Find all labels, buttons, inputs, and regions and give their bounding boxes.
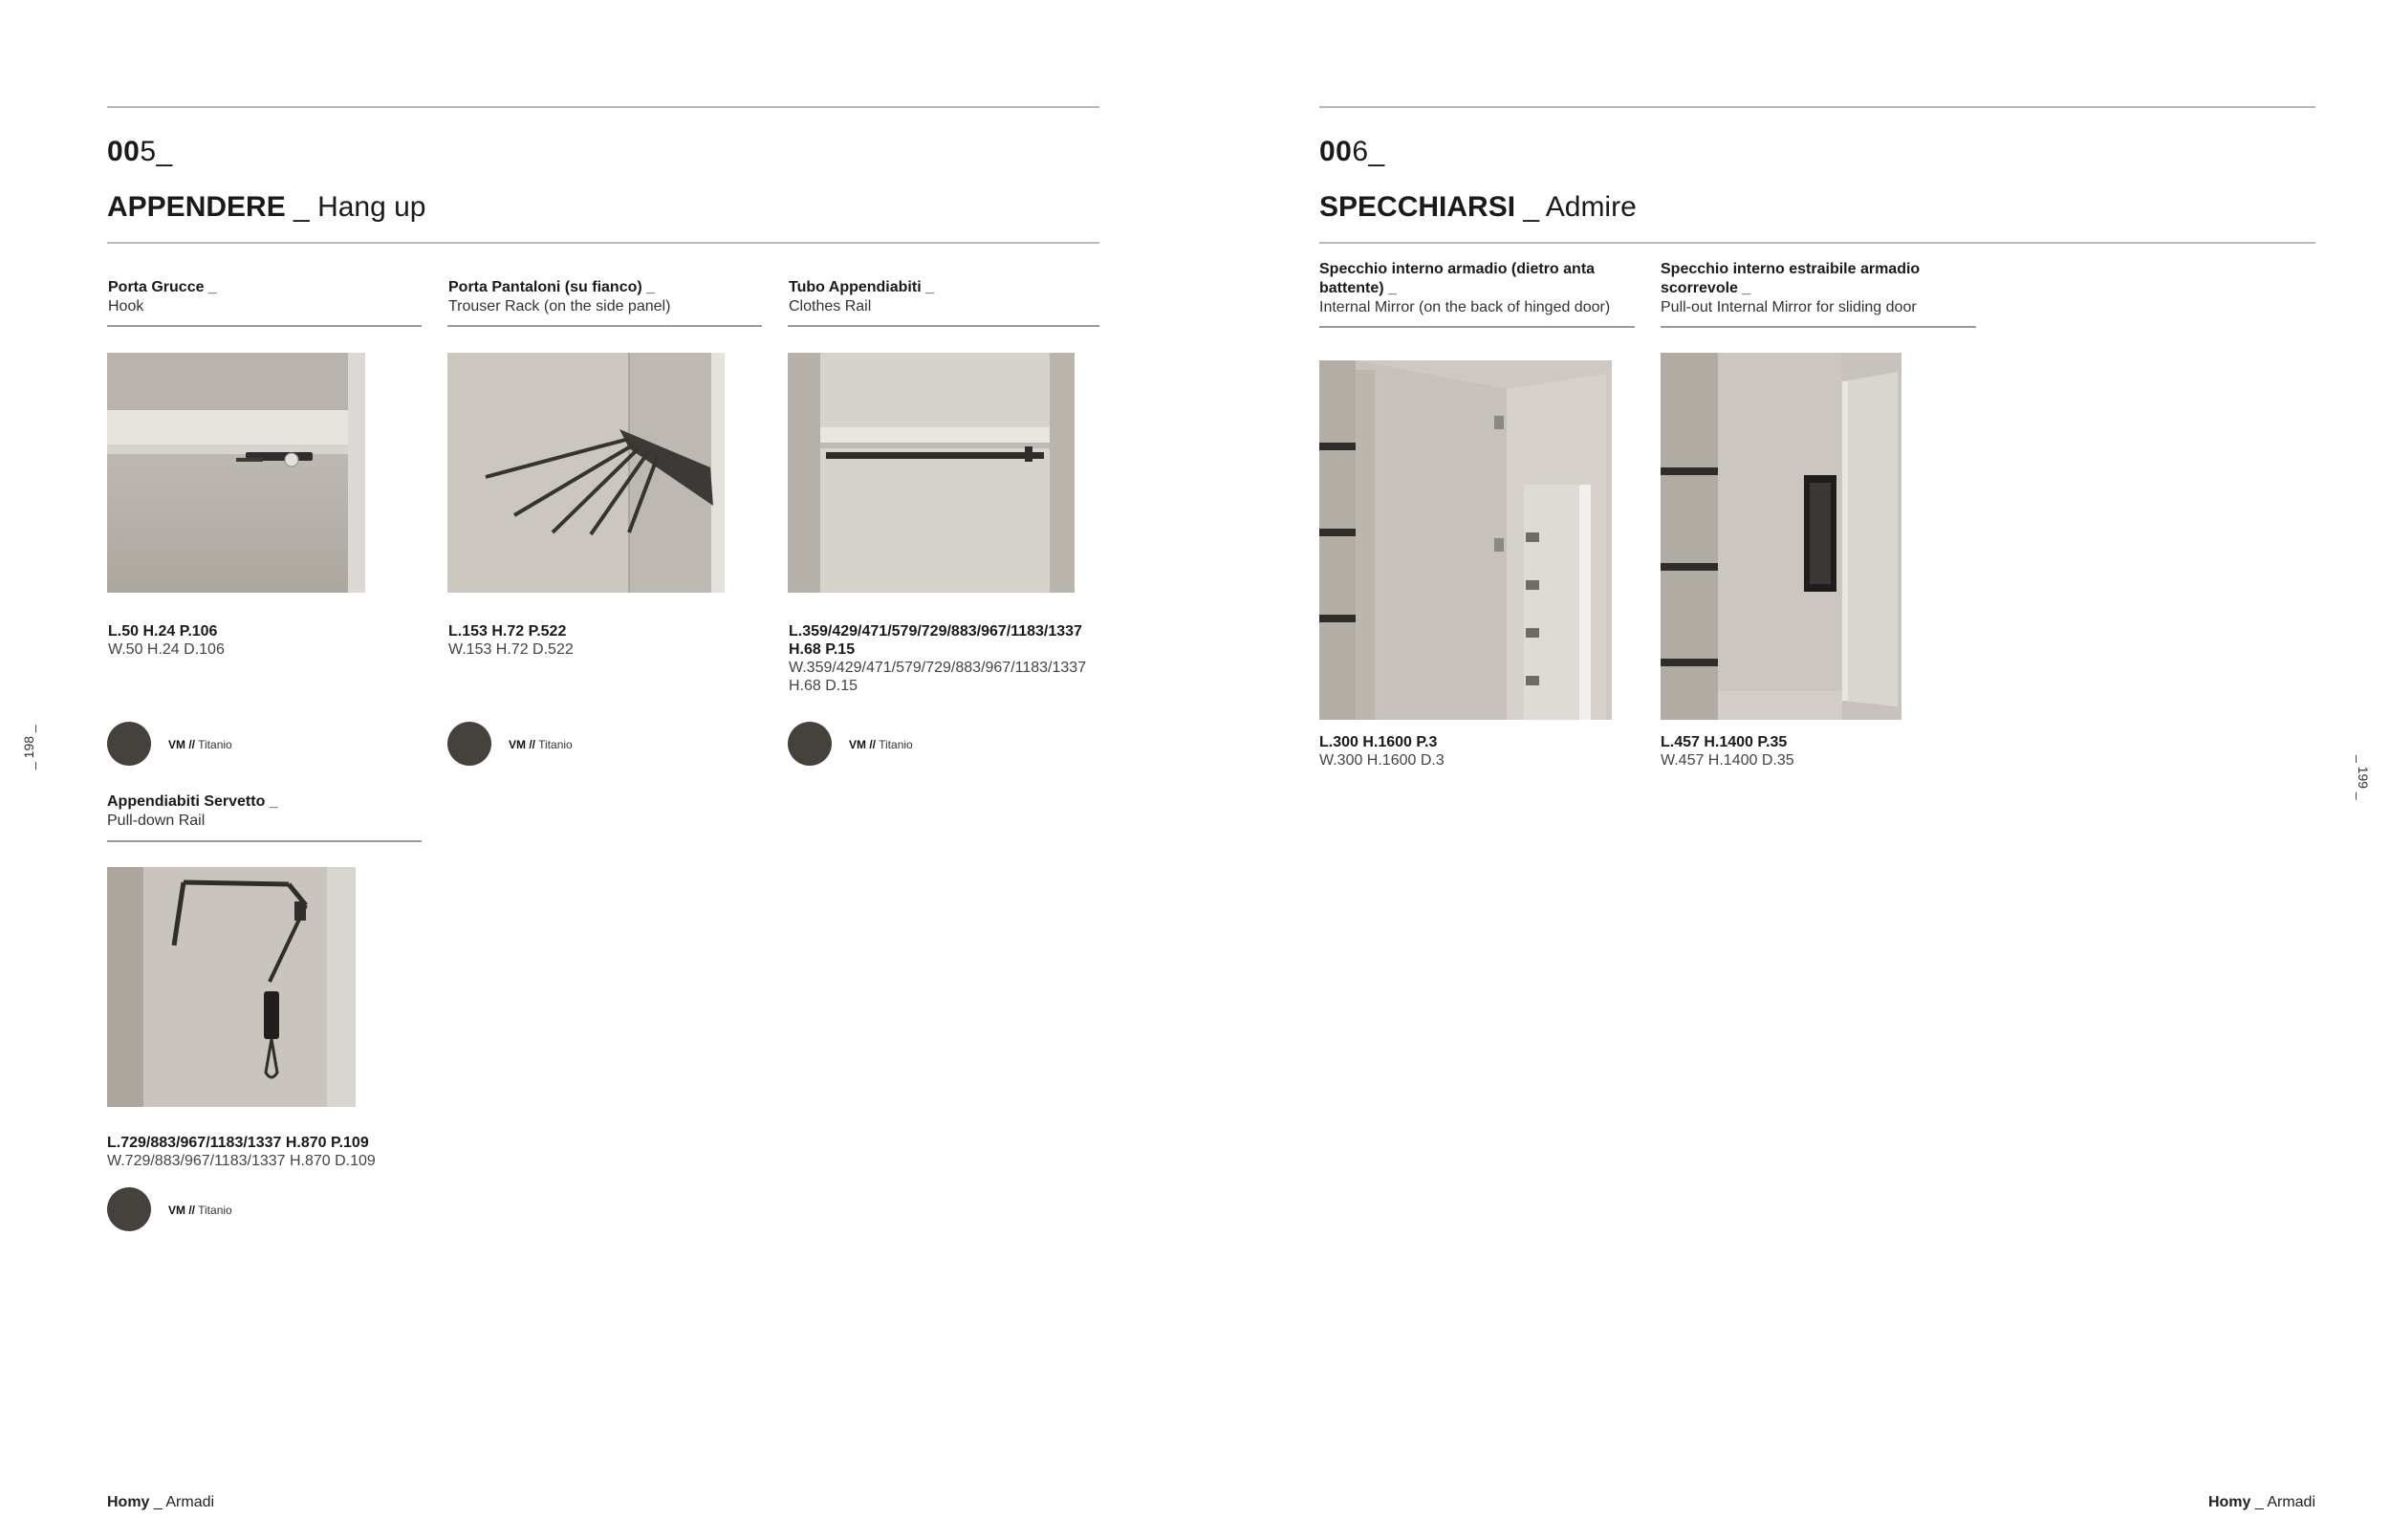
item-dimensions (789, 622, 1086, 695)
swatch-titanio (447, 722, 491, 766)
dims-en: W.153 H.72 D.522 (448, 641, 574, 658)
dims-it: L.300 H.1600 P.3 (1319, 734, 1438, 750)
item-specchio-estraibile (1661, 260, 1986, 317)
finish-label: VM // Titanio (509, 738, 573, 751)
left-footer: Homy _ Armadi (107, 1494, 215, 1510)
item-subtitle: Pull-out Internal Mirror for sliding door (1661, 299, 1917, 315)
dims-en: W.300 H.1600 D.3 (1319, 752, 1445, 769)
item-rule (447, 325, 762, 327)
item-subtitle: Clothes Rail (789, 298, 872, 315)
item-title-line2: battente) _ (1319, 280, 1397, 296)
item-title: Tubo Appendiabiti _ (789, 279, 934, 295)
swatch-titanio (107, 1187, 151, 1231)
right-title-rule (1319, 242, 2315, 244)
dims-it: L.359/429/471/579/729/883/967/1183/1337 (789, 623, 1082, 640)
photo-trouser-rack (447, 353, 725, 593)
photo-hinged-mirror (1319, 360, 1612, 720)
item-subtitle: Pull-down Rail (107, 813, 206, 829)
item-specchio-battente (1319, 260, 1644, 317)
left-page-number: _ 198 _ (21, 725, 36, 770)
right-page-number: _ 199 _ (2356, 755, 2371, 800)
dims-en: W.729/883/967/1183/1337 H.870 D.109 (107, 1153, 376, 1169)
swatch-titanio (788, 722, 832, 766)
item-porta-grucce (108, 278, 424, 316)
dims-en-2: H.68 D.15 (789, 678, 858, 694)
photo-clothes-rail (788, 353, 1075, 593)
right-section-title: SPECCHIARSI _ Admire (1319, 191, 1637, 223)
right-top-rule (1319, 106, 2315, 108)
item-title: Porta Pantaloni (su fianco) _ (448, 279, 656, 295)
swatch-titanio (107, 722, 151, 766)
item-rule (1319, 326, 1635, 328)
item-porta-pantaloni (448, 278, 773, 316)
item-title-line1: Specchio interno armadio (dietro anta (1319, 261, 1596, 277)
right-footer: Homy _ Armadi (2207, 1494, 2315, 1510)
left-top-rule (107, 106, 1099, 108)
item-tubo-appendiabiti (789, 278, 1104, 316)
dims-it: L.729/883/967/1183/1337 H.870 P.109 (107, 1135, 369, 1151)
dims-it-2: H.68 P.15 (789, 641, 856, 658)
dims-it: L.50 H.24 P.106 (108, 623, 218, 640)
item-title: Appendiabiti Servetto _ (107, 793, 278, 810)
item-title-line1: Specchio interno estraibile armadio (1661, 261, 1921, 277)
dims-it: L.457 H.1400 P.35 (1661, 734, 1788, 750)
left-title-rule (107, 242, 1099, 244)
finish-label: VM // Titanio (849, 738, 913, 751)
item-rule (1661, 326, 1976, 328)
photo-pulldown-rail (107, 867, 356, 1107)
item-subtitle: Hook (108, 298, 144, 315)
left-section-number: 005_ (107, 136, 173, 167)
photo-pullout-mirror (1661, 353, 1901, 720)
item-dimensions (1319, 733, 1445, 770)
photo-hook (107, 353, 365, 593)
item-title: Porta Grucce _ (108, 279, 217, 295)
item-dimensions (107, 1134, 376, 1170)
item-dimensions (108, 622, 225, 659)
right-section-number: 006_ (1319, 136, 1385, 167)
item-title-line2: scorrevole _ (1661, 280, 1751, 296)
dims-en: W.359/429/471/579/729/883/967/1183/1337 (789, 660, 1087, 676)
item-rule (107, 840, 422, 842)
finish-label: VM // Titanio (168, 1204, 232, 1217)
dims-it: L.153 H.72 P.522 (448, 623, 567, 640)
left-section-title: APPENDERE _ Hang up (107, 191, 426, 223)
item-dimensions (448, 622, 574, 659)
item-subtitle: Internal Mirror (on the back of hinged door) (1319, 299, 1611, 315)
dims-en: W.457 H.1400 D.35 (1661, 752, 1794, 769)
dims-en: W.50 H.24 D.106 (108, 641, 225, 658)
item-rule (788, 325, 1099, 327)
item-dimensions (1661, 733, 1794, 770)
item-appendiabiti-servetto (107, 792, 423, 831)
item-subtitle: Trouser Rack (on the side panel) (448, 298, 671, 315)
item-rule (107, 325, 422, 327)
finish-label: VM // Titanio (168, 738, 232, 751)
